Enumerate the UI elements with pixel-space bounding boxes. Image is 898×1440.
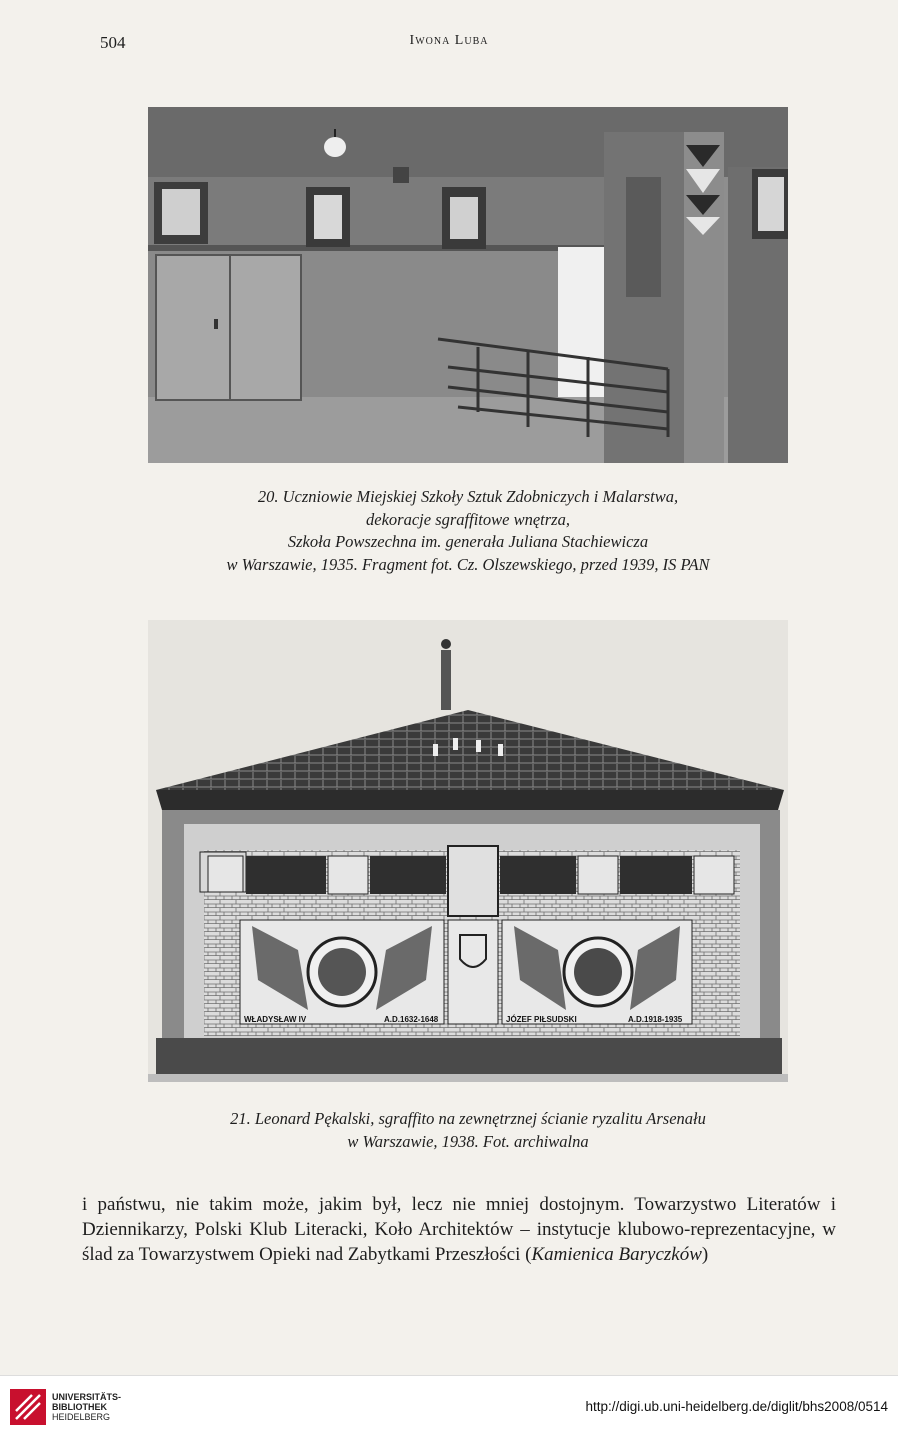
caption-line: w Warszawie, 1935. Fragment fot. Cz. Olszewskiego, przed 1939, IS PAN [226,554,710,574]
digitization-footer [0,1375,898,1440]
body-text-italic: Kamienica Baryczków [531,1244,702,1265]
library-name [52,1392,121,1422]
figure-20-caption [120,486,816,576]
source-url-link[interactable]: http://digi.ub.uni-heidelberg.de/diglit/bhs2008/0514 [585,1399,888,1414]
caption-line: 21. Leonard Pękalski, sgraffito na zewnętrznej ścianie ryzalitu Arsenału [230,1109,706,1128]
hallway-illustration [148,107,788,463]
figure-20-photo [148,107,788,463]
body-text-end: ) [701,1244,709,1265]
running-header-author: Iwona Luba [409,33,489,48]
library-name-line: BIBLIOTHEK [52,1402,107,1412]
library-name-line: UNIVERSITÄTS- [52,1392,122,1402]
body-paragraph [82,1192,836,1267]
figure-21-caption [120,1108,816,1153]
caption-line: dekoracje sgraffitowe wnętrza, [366,509,570,529]
arsenal-facade-illustration [148,620,788,1082]
inscription-wladyslaw-dates: A.D.1632-1648 [384,1015,439,1024]
page-number: 504 [100,33,126,52]
inscription-pilsudski: JÓZEF PIŁSUDSKI [506,1015,577,1024]
body-text-main: i państwu, nie takim może, jakim był, lecz nie mniej dostojnym. Towarzystwo Literatów i Dziennikarzy, Polski Klub Literacki, Koło Architektów – instytucje klubowo-reprezentacyjne, w ślad za Towarzystwem Opieki nad Zabytkami Przeszłości ( [82,1194,836,1265]
caption-line: w Warszawie, 1938. Fot. archiwalna [347,1131,589,1151]
caption-line: 20. Uczniowie Miejskiej Szkoły Sztuk Zdobniczych i Malarstwa, [257,487,679,506]
inscription-pilsudski-dates: A.D.1918-1935 [628,1015,683,1024]
figure-21-photo [148,620,788,1082]
university-library-logo-icon [10,1389,46,1425]
library-name-line: HEIDELBERG [52,1412,111,1422]
inscription-wladyslaw: WŁADYSŁAW IV [244,1015,307,1024]
caption-line: Szkoła Powszechna im. generała Juliana Stachiewicza [287,532,649,551]
